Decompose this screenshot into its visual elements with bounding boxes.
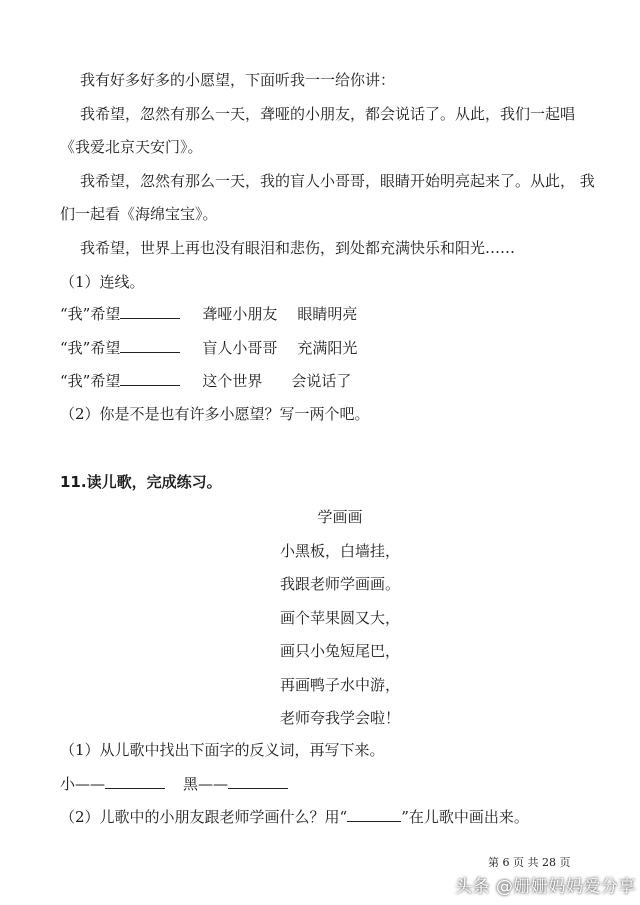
q11-sub2-label: （2）儿歌中的小朋友跟老师学画什么？用“ ”在儿歌中画出来。: [60, 808, 529, 826]
antonym-prompt-black: 黑——: [183, 775, 229, 793]
poem-line-4: 画只小兔短尾巴，: [279, 642, 400, 660]
passage-paragraph-2-line-2: 们一起看《海绵宝宝》。: [60, 205, 218, 223]
q10-sub2-label: （2）你是不是也有许多小愿望？写一两个吧。: [60, 405, 370, 423]
poem-title: 学画画: [317, 508, 363, 526]
matching-middle-text: 这个世界: [202, 372, 263, 390]
matching-right-text: 会说话了: [291, 372, 352, 390]
q10-sub1-label: （1）连线。: [60, 273, 145, 291]
poem-line-2: 我跟老师学画画。: [279, 575, 400, 593]
answer-blank[interactable]: [120, 371, 180, 386]
poem-line-5: 再画鸭子水中游，: [279, 676, 400, 694]
passage-intro: 我有好多好多的小愿望，下面听我一一给你讲：: [80, 71, 396, 89]
passage-paragraph-1-line-1: 我希望，忽然有那么一天，聋哑的小朋友，都会说话了。从此，我们一起唱: [80, 105, 576, 123]
matching-left-text: “我”希望: [60, 305, 121, 323]
matching-row-2: [60, 338, 357, 358]
matching-middle-text: 盲人小哥哥: [202, 339, 278, 357]
antonym-prompt-small: 小——: [60, 775, 106, 793]
matching-row-1: [60, 304, 357, 324]
q11-sub1-label: （1）从儿歌中找出下面字的反义词，再写下来。: [60, 741, 385, 759]
antonym-answer-blank[interactable]: [228, 774, 288, 789]
matching-right-text: 眼睛明亮: [297, 305, 358, 323]
q11-heading: 11.读儿歌，完成练习。: [60, 473, 222, 491]
antonym-answer-blank[interactable]: [105, 774, 165, 789]
passage-paragraph-2-line-1: 我希望，忽然有那么一天，我的盲人小哥哥，眼睛开始明亮起来了。从此， 我: [80, 172, 595, 190]
poem-line-6: 老师夸我学会啦！: [279, 709, 400, 727]
matching-middle-text: 聋哑小朋友: [202, 305, 278, 323]
answer-blank[interactable]: [120, 304, 180, 319]
watermark: 头条 @姗姗妈妈爱分享: [455, 877, 636, 897]
passage-paragraph-1-line-2: 《我爱北京天安门》。: [60, 138, 203, 156]
poem-line-3: 画个苹果圆又大，: [279, 609, 400, 627]
matching-left-text: “我”希望: [60, 339, 121, 357]
matching-row-3: [60, 371, 351, 391]
answer-blank[interactable]: [120, 338, 180, 353]
poem-line-1: 小黑板，白墙挂，: [279, 542, 400, 560]
answer-blank[interactable]: [347, 807, 401, 822]
matching-right-text: 充满阳光: [297, 339, 358, 357]
antonym-row: [60, 774, 288, 794]
matching-left-text: “我”希望: [60, 372, 121, 390]
passage-paragraph-3: 我希望，世界上再也没有眼泪和悲伤，到处都充满快乐和阳光……: [80, 239, 516, 257]
page-footer: 第 6 页 共 28 页: [488, 856, 571, 869]
